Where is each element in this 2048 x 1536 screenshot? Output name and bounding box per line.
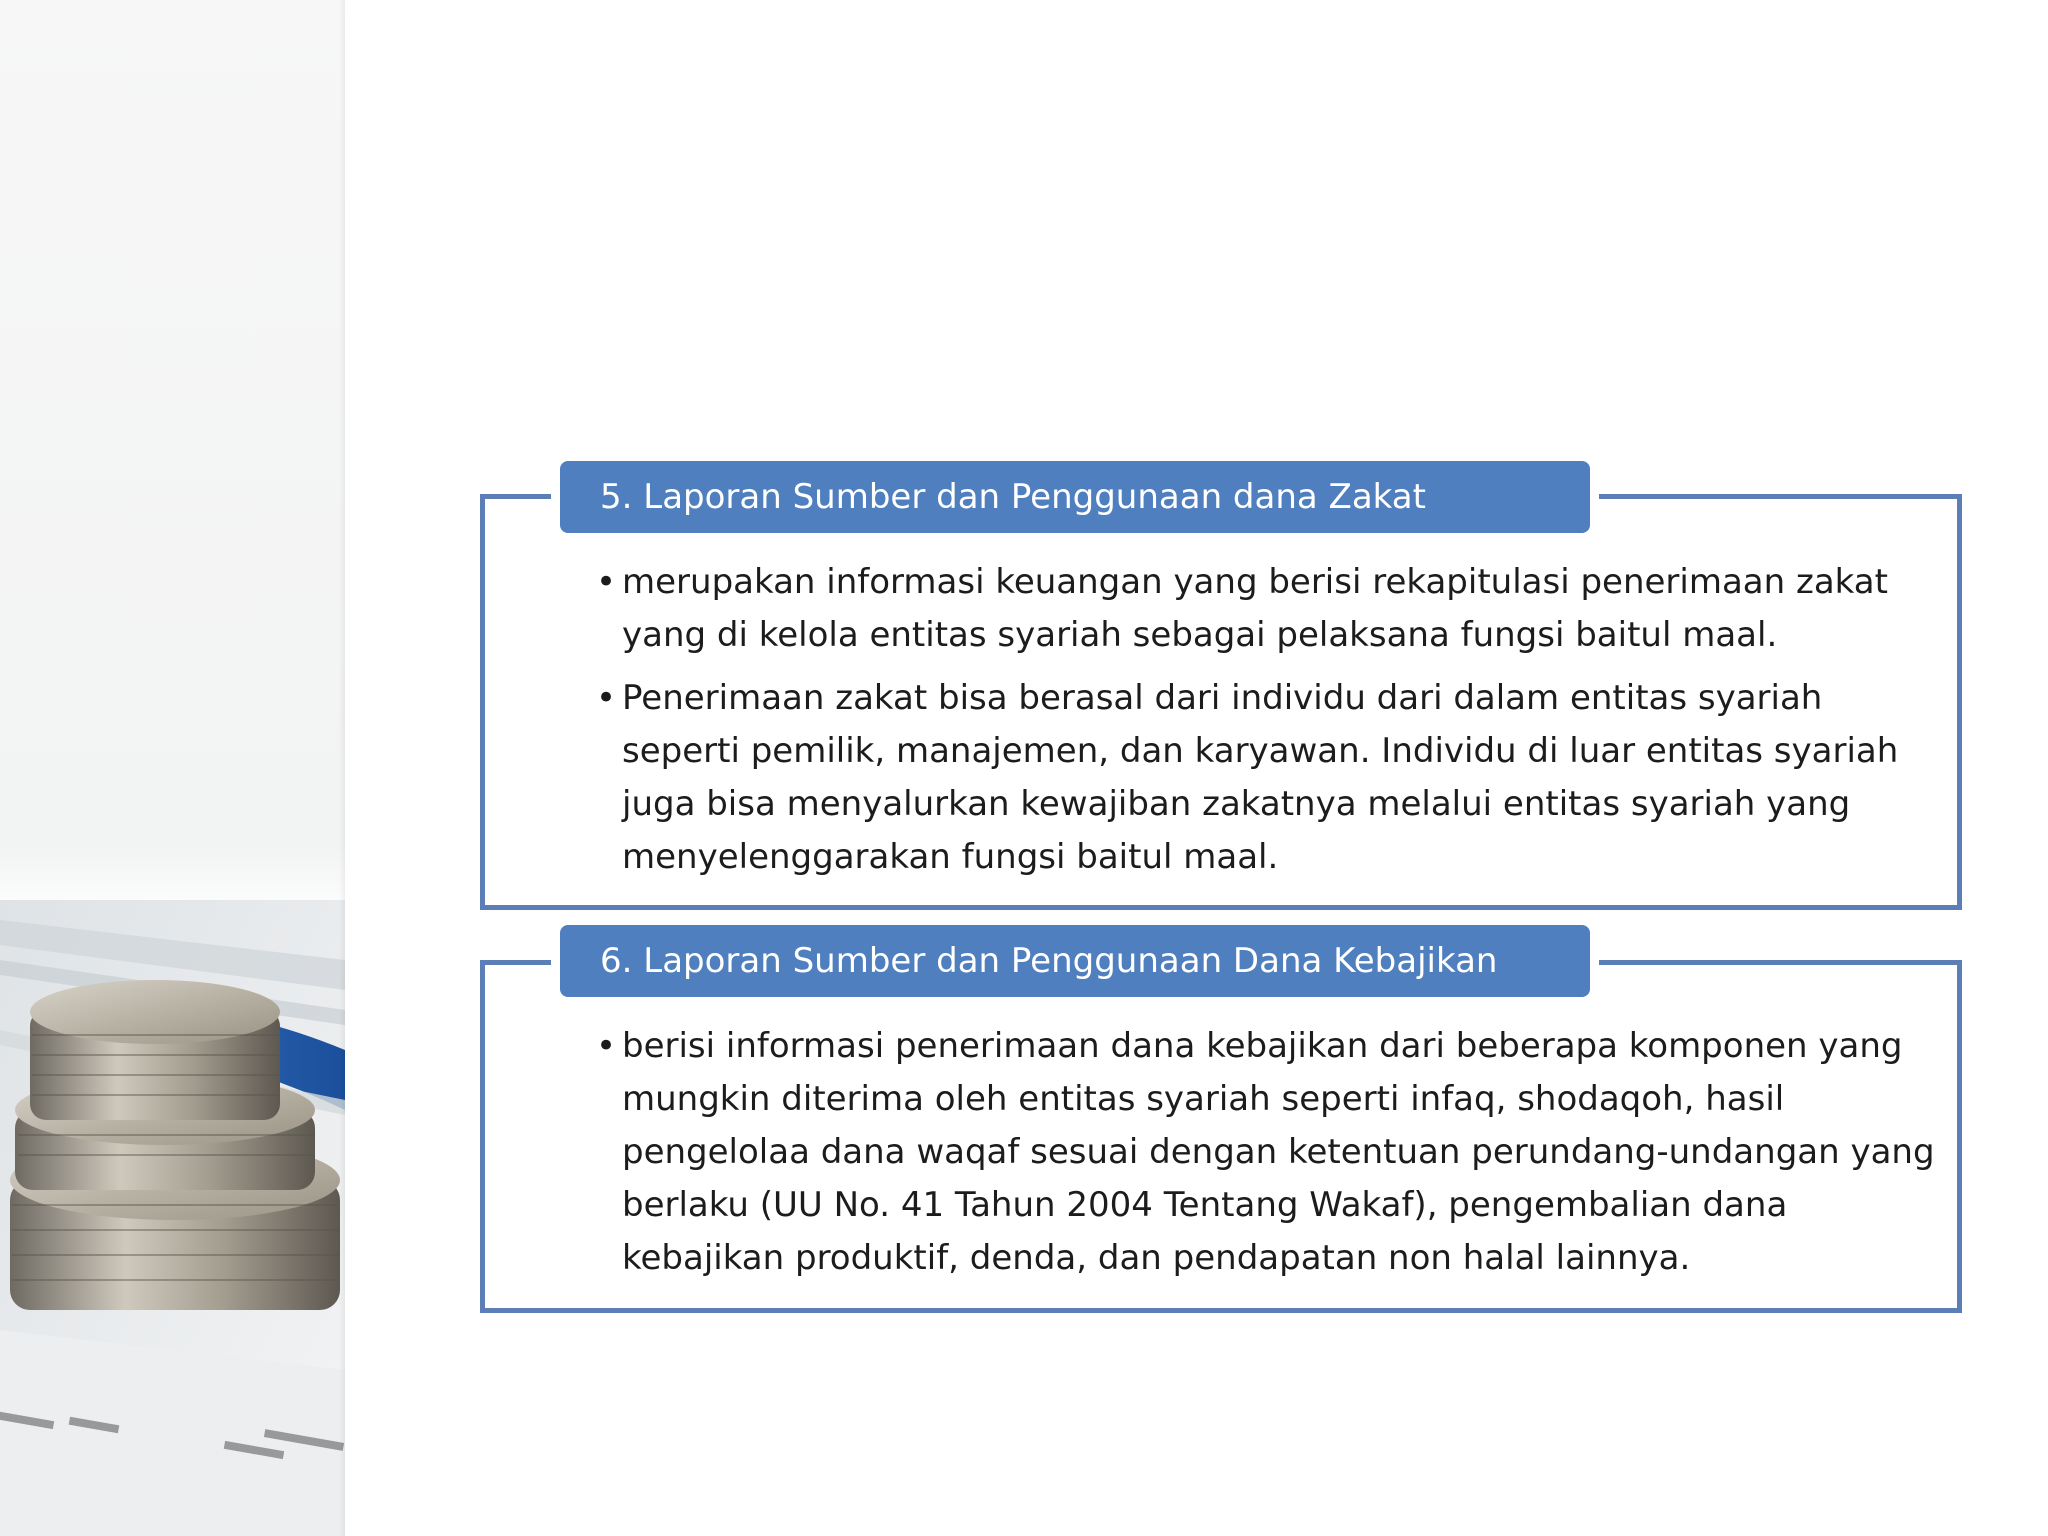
section-6-bullet-list (596, 1020, 1936, 1295)
bullet-icon: • (596, 562, 617, 602)
section-5-title: 5. Laporan Sumber dan Penggunaan dana Zakat (560, 461, 1590, 533)
bullet-icon: • (596, 678, 617, 718)
list-item (596, 1020, 1936, 1285)
bullet-text: berisi informasi penerimaan dana kebajikan dari beberapa komponen yang mungkin diterima oleh entitas syariah seperti infaq, shodaqoh, hasil pengelolaa dana waqaf sesuai dengan ketentuan perundang-undangan yang berlaku (UU No. 41 Tahun 2004 Tentang Wakaf), pengembalian dana kebajikan produktif, denda, dan pendapatan non halal lainnya. (622, 1026, 1935, 1278)
bullet-text: merupakan informasi keuangan yang berisi rekapitulasi penerimaan zakat yang di kelola entitas syariah sebagai pelaksana fungsi baitul maal. (622, 562, 1888, 655)
list-item (596, 556, 1936, 662)
section-5-bullet-list (596, 556, 1936, 894)
coin-stack-photo (0, 900, 345, 1536)
bullet-text: Penerimaan zakat bisa berasal dari individu dari dalam entitas syariah seperti pemilik, manajemen, dan karyawan. Individu di luar entitas syariah juga bisa menyalurkan kewajiban zakatnya melalui entitas syariah yang menyelenggarakan fungsi baitul maal. (622, 678, 1899, 877)
section-6-title: 6. Laporan Sumber dan Penggunaan Dana Kebajikan (560, 925, 1590, 997)
decorative-side-panel (0, 0, 345, 1536)
panel-edge-shadow (339, 0, 345, 1536)
bullet-icon: • (596, 1026, 617, 1066)
list-item (596, 672, 1936, 884)
